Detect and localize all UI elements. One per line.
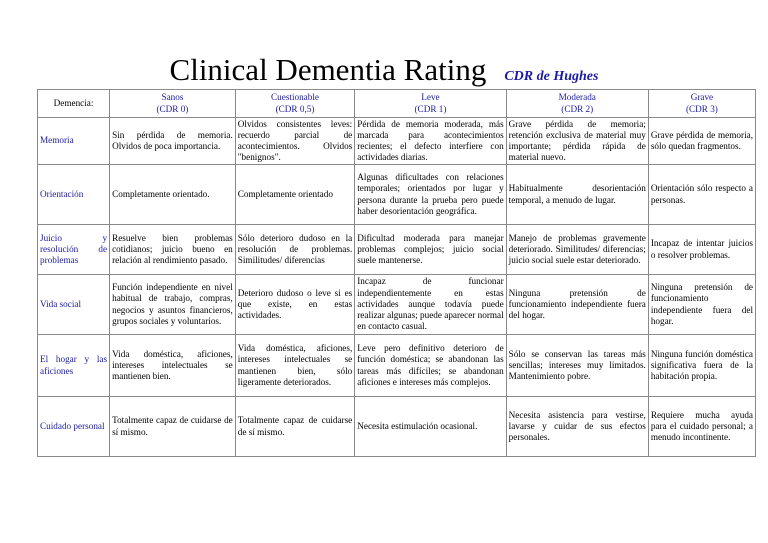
header-cuestionable (235, 90, 354, 118)
cell-sanos: Resuelve bien problemas cotidianos; juicio bueno en relación al rendimiento pasado. (110, 225, 236, 275)
cell-grave: Grave pérdida de memoria, sólo quedan fragmentos. (648, 118, 755, 165)
row-label: Orientación (38, 165, 110, 225)
cell-moderada: Manejo de problemas gravemente deteriorado. Similitudes/ diferencias; juicio social suele estar deteriorado. (506, 225, 648, 275)
cell-grave: Requiere mucha ayuda para el cuidado personal; a menudo incontinente. (648, 397, 755, 457)
header-cdr: (CDR 0,5) (275, 103, 315, 114)
cell-grave: Ninguna pretensión de funcionamiento independiente fuera del hogar. (648, 275, 755, 335)
document-title: Clinical Dementia Rating (169, 52, 487, 87)
row-label: El hogar y las aficiones (38, 335, 110, 397)
header-name: Grave (690, 92, 714, 103)
header-cdr: (CDR 2) (561, 103, 594, 114)
cell-moderada: Grave pérdida de memoria; retención exclusiva de material muy importante; pérdida rápida de material nuevo. (506, 118, 648, 165)
cell-sanos: Totalmente capaz de cuidarse de sí mismo. (110, 397, 236, 457)
row-orientacion (38, 165, 756, 225)
header-name: Sanos (161, 92, 184, 103)
cell-sanos: Sin pérdida de memoria. Olvidos de poca importancia. (110, 118, 236, 165)
cell-moderada: Sólo se conservan las tareas más sencillas; intereses muy limitados. Mantenimiento pobre. (506, 335, 648, 397)
cell-cuestionable: Vida doméstica, aficiones, intereses intelectuales se mantienen bien, sólo ligeramente deteriorados. (235, 335, 354, 397)
header-name: Moderada (558, 92, 596, 103)
row-label: Cuidado personal (38, 397, 110, 457)
document-title-block (0, 52, 768, 88)
header-cdr: (CDR 1) (414, 103, 447, 114)
cell-moderada: Habitualmente desorientación temporal, a menudo de lugar. (506, 165, 648, 225)
cell-moderada: Necesita asistencia para vestirse, lavarse y cuidar de sus efectos personales. (506, 397, 648, 457)
cell-cuestionable: Sólo deterioro dudoso en la resolución de problemas. Similitudes/ diferencias (235, 225, 354, 275)
header-sanos (110, 90, 236, 118)
header-cdr: (CDR 3) (685, 103, 718, 114)
cell-leve: Pérdida de memoria moderada, más marcada para acontecimientos recientes; el defecto interfiere con actividades diarias. (355, 118, 506, 165)
header-dementia-label: Demencia: (38, 90, 110, 118)
cell-sanos: Completamente orientado. (110, 165, 236, 225)
document-subtitle: CDR de Hughes (504, 69, 599, 84)
cell-sanos: Función independiente en nivel habitual de trabajo, compras, negocios y asuntos financieros, grupos sociales y voluntarios. (110, 275, 236, 335)
row-hogar (38, 335, 756, 397)
header-moderada (506, 90, 648, 118)
row-juicio (38, 225, 756, 275)
cell-leve: Algunas dificultades con relaciones temporales; orientados por lugar y persona durante la prueba pero puede haber desorientación geográfica. (355, 165, 506, 225)
row-vida-social (38, 275, 756, 335)
header-cdr: (CDR 0) (156, 103, 189, 114)
cell-cuestionable: Deterioro dudoso o leve si es que existe, en estas actividades. (235, 275, 354, 335)
cell-leve: Leve pero definitivo deterioro de función doméstica; se abandonan las tareas más difíciles; se abandonan aficiones e intereses más complejos. (355, 335, 506, 397)
row-cuidado-personal (38, 397, 756, 457)
cell-cuestionable: Completamente orientado (235, 165, 354, 225)
row-label: Memoria (38, 118, 110, 165)
cell-sanos: Vida doméstica, aficiones, intereses intelectuales se mantienen bien. (110, 335, 236, 397)
cell-leve: Necesita estimulación ocasional. (355, 397, 506, 457)
cell-leve: Dificultad moderada para manejar problemas complejos; juicio social suele mantenerse. (355, 225, 506, 275)
cell-grave: Ninguna función doméstica significativa fuera de la habitación propia. (648, 335, 755, 397)
header-name: Cuestionable (271, 92, 319, 103)
header-leve (355, 90, 506, 118)
cell-moderada: Ninguna pretensión de funcionamiento independiente fuera del hogar. (506, 275, 648, 335)
cell-cuestionable: Totalmente capaz de cuidarse de sí mismo. (235, 397, 354, 457)
header-name: Leve (421, 92, 440, 103)
cell-cuestionable: Olvidos consistentes leves: recuerdo parcial de acontecimientos. Olvidos "benignos". (235, 118, 354, 165)
cell-leve: Incapaz de funcionar independientemente en estas actividades aunque todavía puede realizar algunas; puede aparecer normal en contacto casual. (355, 275, 506, 335)
row-memoria (38, 118, 756, 165)
header-row (38, 90, 756, 118)
cell-grave: Incapaz de intentar juicios o resolver problemas. (648, 225, 755, 275)
header-grave (648, 90, 755, 118)
cell-grave: Orientación sólo respecto a personas. (648, 165, 755, 225)
row-label: Juicio y resolución de problemas (38, 225, 110, 275)
cdr-table (37, 89, 756, 457)
row-label: Vida social (38, 275, 110, 335)
